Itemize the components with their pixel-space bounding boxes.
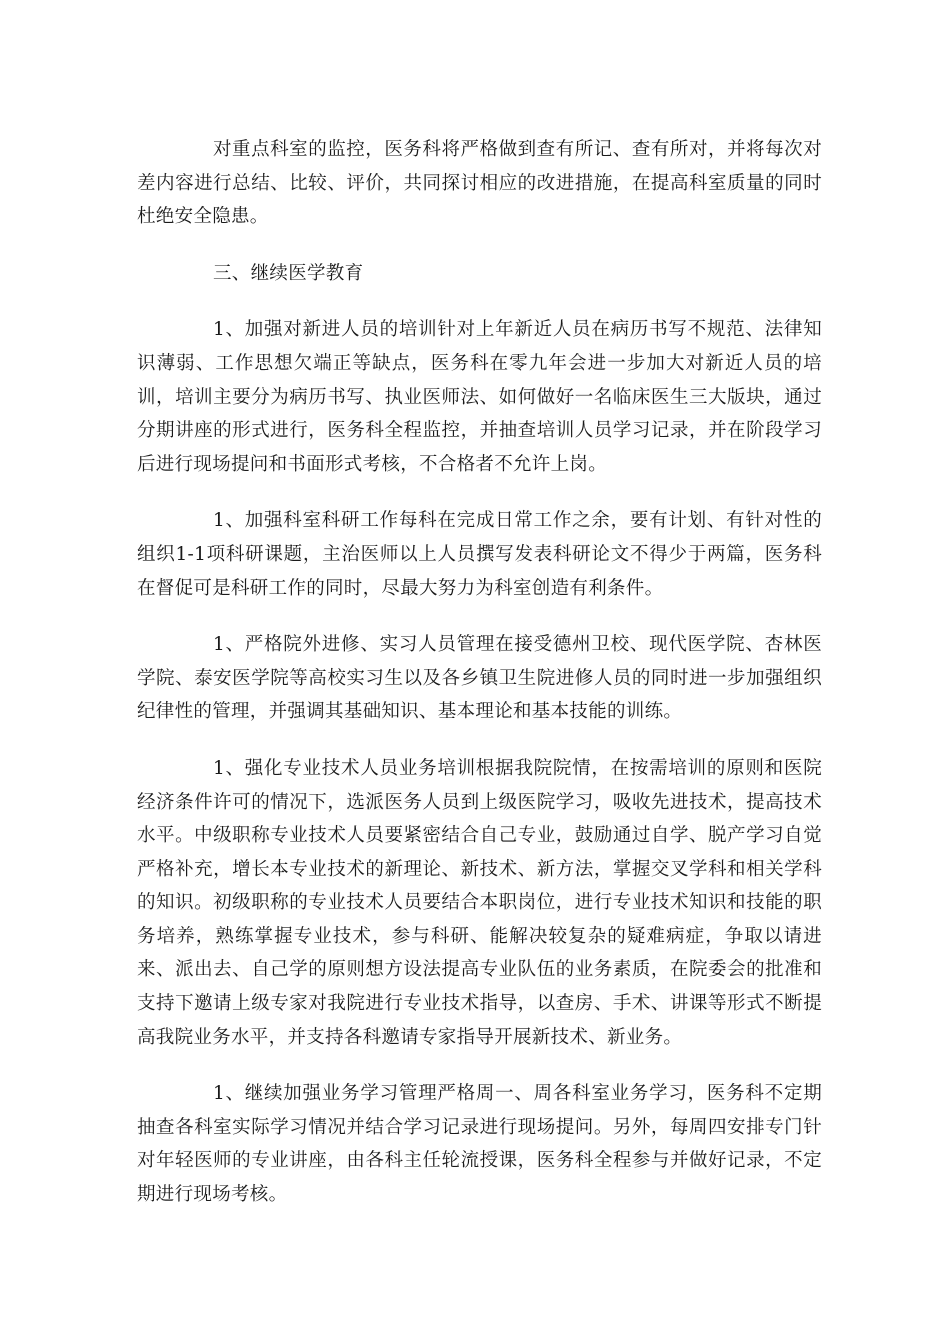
paragraph-research-work: 1、加强科室科研工作每科在完成日常工作之余，要有计划、有针对性的组织1-1项科研课题，主治医师以上人员撰写发表科研论文不得少于两篇，医务科在督促可是科研工作的同时，尽最大努力为科室创造有利条件。	[137, 510, 822, 599]
document-body	[137, 133, 822, 1235]
paragraph-professional-training: 1、强化专业技术人员业务培训根据我院院情，在按需培训的原则和医院经济条件许可的情况下，选派医务人员到上级医院学习，吸收先进技术，提高技术水平。中级职称专业技术人员要紧密结合自己专业，鼓励通过自学、脱产学习自觉严格补充，增长本专业技术的新理论、新技术、新方法，掌握交叉学科和相关学科的知识。初级职称的专业技术人员要结合本职岗位，进行专业技术知识和技能的职务培养，熟练掌握专业技术，参与科研、能解决较复杂的疑难病症，争取以请进来、派出去、自己学的原则想方设法提高专业队伍的业务素质，在院委会的批准和支持下邀请上级专家对我院进行专业技术指导，以查房、手术、讲课等形式不断提高我院业务水平，并支持各科邀请专家指导开展新技术、新业务。	[137, 757, 822, 1048]
paragraph-study-management: 1、继续加强业务学习管理严格周一、周各科室业务学习，医务科不定期抽查各科室实际学习情况并结合学习记录进行现场提问。另外，每周四安排专门针对年轻医师的专业讲座，由各科主任轮流授课，医务科全程参与并做好记录，不定期进行现场考核。	[137, 1083, 822, 1206]
paragraph-monitoring: 对重点科室的监控，医务科将严格做到查有所记、查有所对，并将每次对差内容进行总结、比较、评价，共同探讨相应的改进措施，在提高科室质量的同时杜绝安全隐患。	[137, 139, 822, 228]
paragraph-intern-management: 1、严格院外进修、实习人员管理在接受德州卫校、现代医学院、杏林医学院、泰安医学院等高校实习生以及各乡镇卫生院进修人员的同时进一步加强组织纪律性的管理，并强调其基础知识、基本理论和基本技能的训练。	[137, 634, 822, 723]
section-heading-continuing-education: 三、继续医学教育	[213, 262, 364, 284]
paragraph-new-staff-training: 1、加强对新进人员的培训针对上年新近人员在病历书写不规范、法律知识薄弱、工作思想欠端正等缺点，医务科在零九年会进一步加大对新近人员的培训，培训主要分为病历书写、执业医师法、如何做好一名临床医生三大版块，通过分期讲座的形式进行，医务科全程监控，并抽查培训人员学习记录，并在阶段学习后进行现场提问和书面形式考核，不合格者不允许上岗。	[137, 319, 822, 475]
